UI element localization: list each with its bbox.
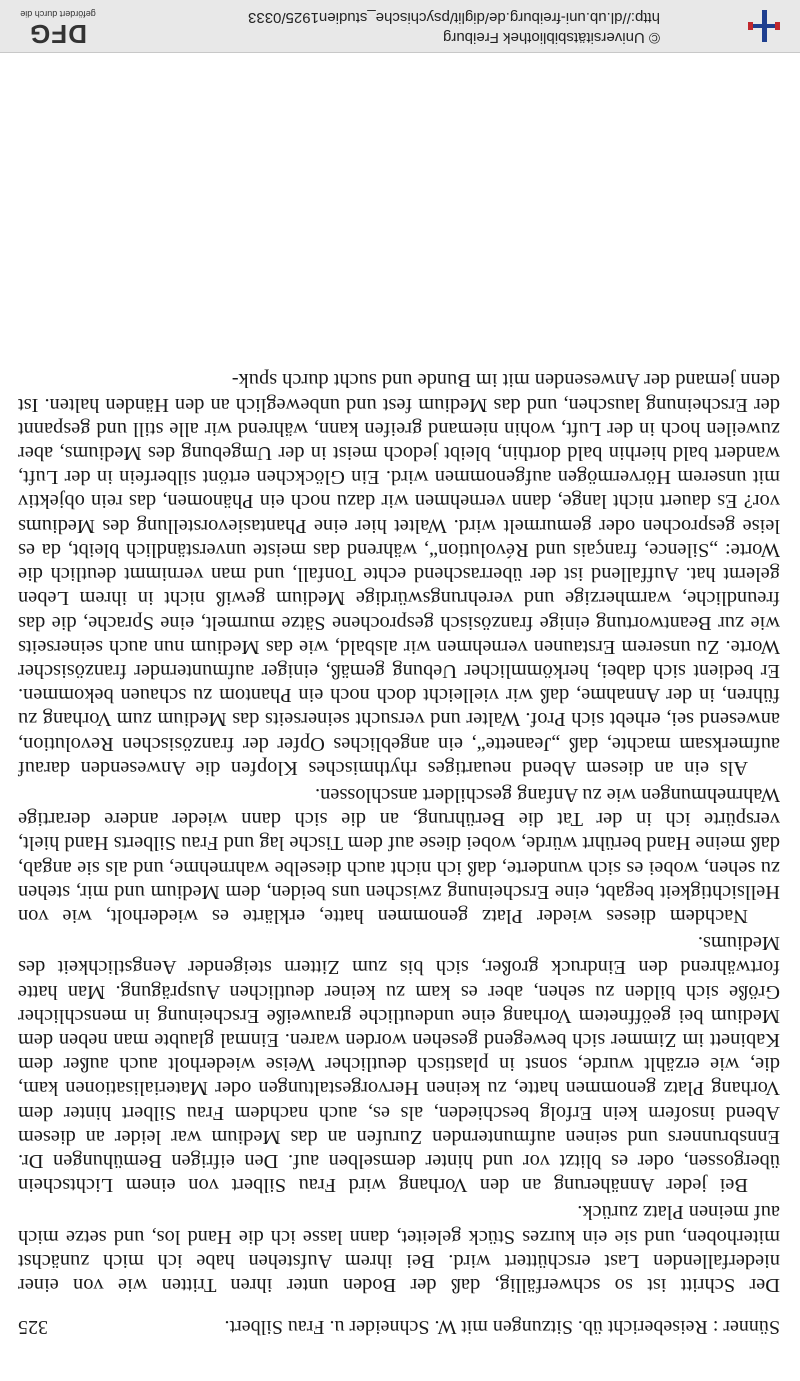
paragraph: Als ein an diesem Abend neuartiges rhythmisches Klopfen die Anwesenden darauf aufmerksam machte, daß „Jeanette“, ein angebliches Opfer der französischen Revolution, anwesend sei, erhebt sich Prof. Walter und versucht seinerseits das Medium zum Vorhang zu führen, in der Annahme, daß wir vielleicht doch noch ein Phantom zu schauen bekommen. Er bedient sich dabei, herkömmlicher Uebung gemäß, einiger aufmunternder französischer Worte. Zu unserem Erstaunen vernehmen wir alsbald, wie das Medium nun auch seinerseits wie zur Beantwortung einige französisch gesprochene Sätze murmelt, eine Sprache, die das freundliche, warmherzige und verehrungswürdige Medium gewiß nicht in ihrem Leben gelernt hat. Auffallend ist der überraschend echte Tonfall, und man vernimmt deutlich die Worte: „Silence, français und Révolution“, während das meiste unverständlich bleibt, da es leise gesprochen oder gemurmelt wird. Waltet hier eine Phantasievorstellung des Mediums vor? Es dauert nicht lange, dann vernehmen wir dazu noch ein Phänomen, das rein objektiv mit unserem Hörvermögen aufgenommen wird. Ein Glöckchen ertönt silberfein in der Luft, wandert bald hierhin bald dorthin, bleibt jedoch meist in der Umgebung des Mediums, aber zuweilen hoch in der Luft, wohin niemand greifen kann, während wir alle still und gespannt der Erscheinung lauschen, und das Medium fest und unbeweglich an den Händen halten. Ist denn jemand der Anwesenden mit im Bunde und sucht durch spuk- bbox=[18, 369, 780, 779]
dfg-funding-note: gefördert durch die bbox=[20, 9, 96, 19]
source-url-link[interactable]: http://dl.ub.uni-freiburg.de/diglit/psychische_studien1925/0333 bbox=[248, 9, 660, 26]
running-title: Sünner : Reisebericht üb. Sitzungen mit W. Schneider u. Frau Silbert. bbox=[224, 1316, 780, 1338]
page-text bbox=[18, 365, 780, 1341]
paragraph: Bei jeder Annäherung an den Vorhang wird Frau Silbert von einem Lichtschein übergossen, oder es blitzt vor und hinter demselben auf. Den eifrigen Bemühungen Dr. Ennsbrunners und seinen aufmunternden Zurufen an das Medium war leider an diesem Abend insofern kein Erfolg beschieden, als es, auch nachdem Frau Silbert hinter dem Vorhang Platz genommen hatte, zu keinen Hervorgestaltungen oder Materialisationen kam, die, wie erzählt wurde, sonst in plastisch deutlicher Weise wiederholt auch außer dem Kabinett im Zimmer sich bewegend gesehen worden waren. Einmal glaubte man neben dem Medium bei geöffnetem Vorhang eine undeutliche grauweiße Erscheinung in menschlicher Größe sich bilden zu sehen, aber es kam zu keiner deutlichen Ausprägung. Man hatte fortwährend den Eindruck großer, sich bis zum Zittern steigender Aengstlichkeit des Mediums. bbox=[18, 932, 780, 1197]
page-number: 325 bbox=[18, 1316, 48, 1338]
paragraph: Der Schritt ist so schwerfällig, daß der Boden unter ihren Tritten wie von einer niederfallenden Last erschüttert wird. Bei ihrem Aufstehen habe ich mich zunächst miterhoben, und sie ein kurzes Stück geleitet, dann lasse ich die Hand los, und setze mich auf meinen Platz zurück. bbox=[18, 1201, 780, 1296]
paragraph: Nachdem dieses wieder Platz genommen hatte, erklärte es wiederholt, wie von Hellsichtigkeit begabt, eine Erscheinung zwischen uns beiden, dem Medium und mir, stehen zu sehen, wobei es sich wunderte, daß ich nicht auch dieselbe wahrnehme, und als sie angab, daß meine Hand berührt würde, wobei diese auf dem Tische lag und Frau Silberts Hand hielt, verspürte ich in der Tat die Berührung, an die sich dann wieder andere derartige Wahrnehmungen wie zu Anfang geschildert anschlossen. bbox=[18, 783, 780, 927]
digitization-footer bbox=[0, 0, 800, 53]
dfg-logo-text: DFG bbox=[29, 19, 87, 49]
university-library-logo-icon bbox=[744, 8, 784, 44]
dfg-logo-icon bbox=[14, 4, 102, 48]
library-credit: © Universitätsbibliothek Freiburg bbox=[443, 29, 660, 46]
running-header bbox=[18, 1313, 780, 1341]
